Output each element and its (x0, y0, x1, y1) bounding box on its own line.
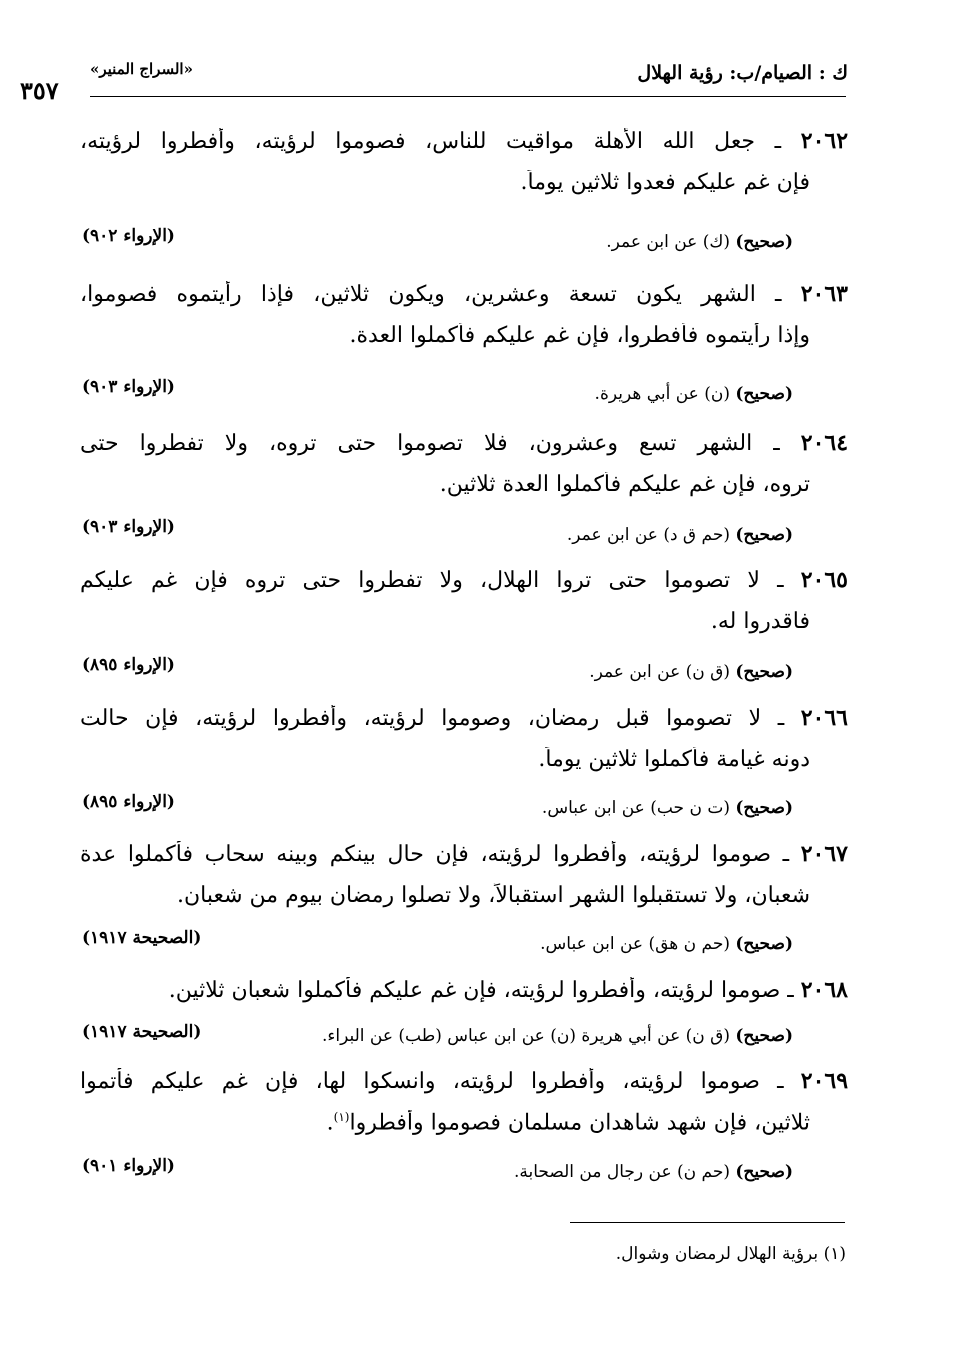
header-rule (90, 96, 846, 97)
book-title: «السراج المنير» (90, 60, 193, 78)
hadith-2063-source: (صحيح) (ن) عن أبي هريرة. (594, 384, 793, 404)
hadith-2069-source: (صحيح) (حم ن) عن رجال من الصحابة. (513, 1162, 793, 1182)
hadith-2063-line-2: وإذا رأيتموه فأفطروا، فإن غم عليكم فأكملوا العدة. (349, 323, 810, 348)
hadith-2063-line-1: ٢٠٦٣ ـ الشهر يكون تسعة وعشرين، ويكون ثلاثين، فإذا رأيتموه فصوموا، (80, 281, 848, 307)
footnote-rule (570, 1222, 845, 1223)
hadith-2065-line-1: ٢٠٦٥ ـ لا تصوموا حتى تروا الهلال، ولا تفطروا حتى تروه فإن غم عليكم (80, 567, 848, 593)
hadith-2066-reference: (الإرواء ٨٩٥) (82, 792, 175, 812)
hadith-2067-line-1: ٢٠٦٧ ـ صوموا لرؤيته، وأفطروا لرؤيته، فإن حال بينكم وبينه سحاب فأكملوا عدة (80, 841, 848, 867)
page-number: ٣٥٧ (20, 76, 59, 105)
hadith-2064-reference: (الإرواء ٩٠٣) (82, 517, 175, 537)
hadith-2067-source: (صحيح) (حم ن هق) عن ابن عباس. (540, 934, 793, 954)
hadith-2069-line-2: ثلاثين، فإن شهد شاهدان مسلمان فصوموا وأفطروا$^{(١)}$. (326, 1110, 810, 1136)
hadith-2066-source: (صحيح) (ت ن حب) عن ابن عباس. (541, 798, 793, 818)
hadith-2068-reference: (الصحيحة ١٩١٧) (82, 1022, 202, 1042)
hadith-2068-line-1: ٢٠٦٨ ـ صوموا لرؤيته، وأفطروا لرؤيته، فإن غم عليكم فأكملوا شعبان ثلاثين. (168, 977, 848, 1003)
hadith-2064-line-2: تروه، فإن غم عليكم فأكملوا العدة ثلاثين. (439, 472, 810, 497)
footnote-marker: (١) (333, 1110, 350, 1124)
footnote: (١) برؤية الهلال لرمضان وشوال. (615, 1244, 846, 1264)
hadith-2064-source: (صحيح) (حم ق د) عن ابن عمر. (566, 525, 793, 545)
hadith-2063-reference: (الإرواء ٩٠٣) (82, 377, 175, 397)
hadith-2065-source: (صحيح) (ق ن) عن ابن عمر. (589, 662, 793, 682)
hadith-2069-reference: (الإرواء ٩٠١) (82, 1156, 175, 1176)
hadith-2065-reference: (الإرواء ٨٩٥) (82, 655, 175, 675)
hadith-2062-reference: (الإرواء ٩٠٢) (82, 226, 175, 246)
hadith-2065-line-2: فاقدروا له. (710, 609, 810, 634)
hadith-2066-line-2: دونه غيامة فأكملوا ثلاثين يوماً. (538, 747, 810, 772)
hadith-2068-source: (صحيح) (ق ن) عن أبي هريرة (ن) عن ابن عباس (طب) عن البراء. (321, 1026, 793, 1046)
hadith-2062-source: (صحيح) (ك) عن ابن عمر. (606, 232, 793, 252)
hadith-2062-line-2: فإن غم عليكم فعدوا ثلاثين يوماً. (520, 170, 810, 195)
hadith-2066-line-1: ٢٠٦٦ ـ لا تصوموا قبل رمضان، وصوموا لرؤيته، وأفطروا لرؤيته، فإن حالت (80, 705, 848, 731)
chapter-title: ك : الصيام/ب: رؤية الهلال (637, 62, 848, 84)
hadith-2062-line-1: ٢٠٦٢ ـ جعل الله الأهلة مواقيت للناس، فصوموا لرؤيته، وأفطروا لرؤيته، (80, 128, 848, 154)
hadith-2064-line-1: ٢٠٦٤ ـ الشهر تسع وعشرون، فلا تصوموا حتى تروه، ولا تفطروا حتى (80, 430, 848, 456)
hadith-2069-line-1: ٢٠٦٩ ـ صوموا لرؤيته، وأفطروا لرؤيته، وانسكوا لها، فإن غم عليكم فأتموا (80, 1068, 848, 1094)
hadith-2067-reference: (الصحيحة ١٩١٧) (82, 928, 202, 948)
hadith-2067-line-2: شعبان، ولا تستقبلوا الشهر استقبالاً، ولا تصلوا رمضان بيوم من شعبان. (177, 883, 810, 908)
